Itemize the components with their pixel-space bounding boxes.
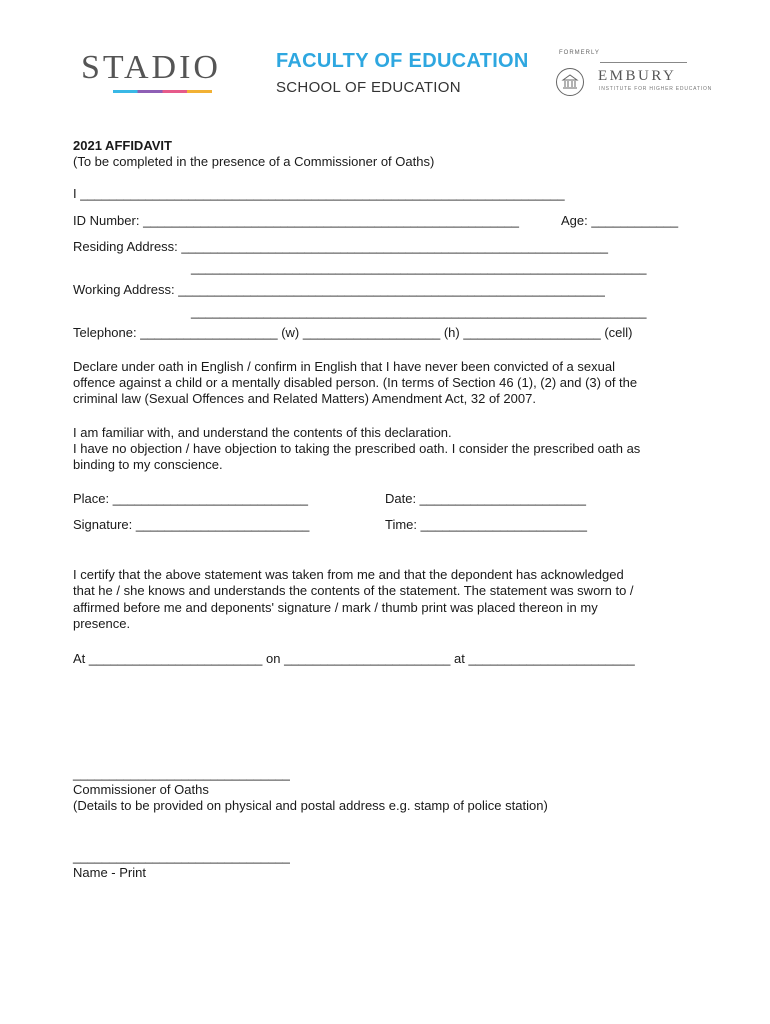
embury-seal-icon <box>556 68 584 96</box>
declare-paragraph-line-3: criminal law (Sexual Offences and Related Matters) Amendment Act, 32 of 2007. <box>73 391 536 406</box>
id-number-field-line[interactable]: ID Number: ____________________________________________________ <box>73 213 520 228</box>
commissioner-signature-line[interactable]: ______________________________ <box>73 766 290 781</box>
commissioner-label: Commissioner of Oaths <box>73 782 209 797</box>
residing-address-field-line-2[interactable]: _______________________________________________________________ <box>191 260 647 275</box>
building-icon <box>557 69 583 95</box>
declare-paragraph-line-1: Declare under oath in English / confirm in English that I have never been convicted of a sexual <box>73 359 615 374</box>
name-field-line[interactable]: I ___________________________________________________________________ <box>73 186 565 201</box>
telephone-field-line[interactable]: Telephone: ___________________ (w) ___________________ (h) ___________________ (cell) <box>73 325 633 340</box>
certify-paragraph-line-4: presence. <box>73 616 131 631</box>
place-field-line[interactable]: Place: ___________________________ <box>73 491 308 506</box>
stadio-logo-color-bar <box>113 90 212 93</box>
certify-paragraph-line-2: that he / she knows and understands the contents of the statement. The statement was sworn to / <box>73 583 634 598</box>
date-field-line[interactable]: Date: _______________________ <box>385 491 586 506</box>
certify-paragraph-line-1: I certify that the above statement was taken from me and that the depondent has acknowledged <box>73 567 624 582</box>
at-on-at-field-line[interactable]: At ________________________ on _______________________ at _______________________ <box>73 651 635 666</box>
formerly-label: FORMERLY <box>559 50 600 56</box>
formerly-divider <box>600 62 687 63</box>
signature-field-line[interactable]: Signature: ________________________ <box>73 517 310 532</box>
faculty-title: FACULTY OF EDUCATION <box>276 50 529 72</box>
familiar-paragraph-line-1: I am familiar with, and understand the contents of this declaration. <box>73 425 452 440</box>
embury-subtitle: INSTITUTE FOR HIGHER EDUCATION <box>599 86 713 92</box>
certify-paragraph-line-3: affirmed before me and deponents' signature / mark / thumb print was placed thereon in my <box>73 600 598 615</box>
embury-logo-text: EMBURY <box>598 68 677 84</box>
name-print-label: Name - Print <box>73 865 146 880</box>
stadio-logo: STADIO <box>81 49 221 86</box>
name-print-line[interactable]: ______________________________ <box>73 849 290 864</box>
working-address-field-line-2[interactable]: _______________________________________________________________ <box>191 304 647 319</box>
declare-paragraph-line-2: offence against a child or a mentally disabled person. (In terms of Section 46 (1), (2) and (3) of the <box>73 375 638 390</box>
time-field-line[interactable]: Time: _______________________ <box>385 517 587 532</box>
commissioner-details: (Details to be provided on physical and postal address e.g. stamp of police station) <box>73 798 548 813</box>
affidavit-title: 2021 AFFIDAVIT <box>73 138 172 153</box>
familiar-paragraph-line-3: binding to my conscience. <box>73 457 223 472</box>
residing-address-field-line[interactable]: Residing Address: ___________________________________________________________ <box>73 239 608 254</box>
working-address-field-line[interactable]: Working Address: ___________________________________________________________ <box>73 282 605 297</box>
familiar-paragraph-line-2: I have no objection / have objection to taking the prescribed oath. I consider the prescribed oath as <box>73 441 641 456</box>
affidavit-subtitle: (To be completed in the presence of a Commissioner of Oaths) <box>73 154 435 169</box>
age-field-line[interactable]: Age: ____________ <box>561 213 679 228</box>
school-title: SCHOOL OF EDUCATION <box>276 79 461 96</box>
